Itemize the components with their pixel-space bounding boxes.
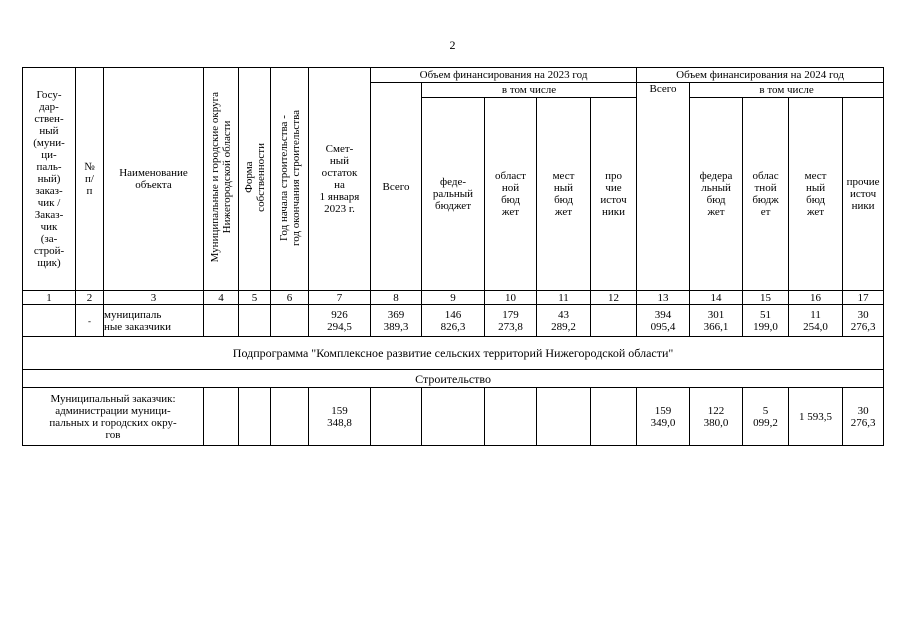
header-number: № п/ п: [76, 68, 104, 291]
cell-loc-2024: 11 254,0: [789, 305, 843, 337]
table-row-municipal-customer: [23, 388, 884, 446]
header-fin-2023: Объем финансирования на 2023 год: [371, 68, 637, 83]
cell-object-name: муниципаль ные заказчики: [104, 305, 204, 337]
column-number: 3: [104, 291, 204, 305]
cell-reg-2023: 179 273,8: [485, 305, 537, 337]
cell-fed-2024: 122 380,0: [690, 388, 743, 446]
column-number: 17: [843, 291, 884, 305]
cell-number: -: [76, 305, 104, 337]
header-reg-2023: област ной бюд жет: [485, 98, 537, 291]
cell-total-2024: 394 095,4: [637, 305, 690, 337]
column-number: 10: [485, 291, 537, 305]
cell-total-2024: 159 349,0: [637, 388, 690, 446]
subprogram-title: Подпрограмма "Комплексное развитие сельских территорий Нижегородской области": [23, 337, 884, 370]
column-number: 2: [76, 291, 104, 305]
cell-reg-2023: [485, 388, 537, 446]
cell-reg-2024: 5 099,2: [743, 388, 789, 446]
cell-fed-2023: [422, 388, 485, 446]
header-fin-2024: Объем финансирования на 2024 год: [637, 68, 884, 83]
cell-remainder: 926 294,5: [309, 305, 371, 337]
table-row-municipal-customers: [23, 305, 884, 337]
header-ownership: Форма собственности: [242, 143, 267, 212]
header-municipal: Муниципальные и городские округа Нижегородской области: [209, 92, 233, 263]
cell: [239, 305, 271, 337]
cell-fed-2024: 301 366,1: [690, 305, 743, 337]
header-years-cell: [271, 68, 309, 291]
column-number: 15: [743, 291, 789, 305]
cell-fed-2023: 146 826,3: [422, 305, 485, 337]
header-incl-2023: в том числе: [422, 83, 637, 98]
cell-other-2024: 30 276,3: [843, 305, 884, 337]
cell-loc-2023: [537, 388, 591, 446]
header-years: Год начала строительства - год окончания строительства: [277, 109, 302, 246]
header-ownership-cell: [239, 68, 271, 291]
cell-reg-2024: 51 199,0: [743, 305, 789, 337]
column-number: 11: [537, 291, 591, 305]
cell-other-2023: [591, 388, 637, 446]
header-reg-2024: облас тной бюдж ет: [743, 98, 789, 291]
column-number: 16: [789, 291, 843, 305]
column-number: 6: [271, 291, 309, 305]
header-loc-2023: мест ный бюд жет: [537, 98, 591, 291]
header-fed-2024: федера льный бюд жет: [690, 98, 743, 291]
header-loc-2024: мест ный бюд жет: [789, 98, 843, 291]
header-total-2023: Всего: [371, 83, 422, 291]
financing-table: [22, 67, 884, 446]
header-total-2024: Всего: [637, 83, 690, 291]
cell-loc-2024: 1 593,5: [789, 388, 843, 446]
header-object-name: Наименование объекта: [104, 68, 204, 291]
column-number: 4: [204, 291, 239, 305]
section-title: Строительство: [23, 370, 884, 388]
cell: [23, 305, 76, 337]
column-number: 5: [239, 291, 271, 305]
header-remainder: Смет- ный остаток на 1 января 2023 г.: [309, 68, 371, 291]
header-municipal-cell: [204, 68, 239, 291]
section-row: [23, 370, 884, 388]
cell-customer-name: Муниципальный заказчик: администрации муници- пальных и городских окру- гов: [23, 388, 204, 446]
cell-other-2023: [591, 305, 637, 337]
header-other-2023: про чие источ ники: [591, 98, 637, 291]
page-number: 2: [449, 38, 456, 52]
cell: [239, 388, 271, 446]
cell: [204, 305, 239, 337]
column-numbers-row: [23, 291, 884, 305]
header-fed-2023: феде- ральный бюджет: [422, 98, 485, 291]
header-customer: Госу- дар- ствен- ный (муни- ци- паль- ный) заказ- чик / Заказ- чик (за- строй- щик): [23, 68, 76, 291]
column-number: 14: [690, 291, 743, 305]
subprogram-row: [23, 337, 884, 370]
cell: [271, 388, 309, 446]
column-number: 1: [23, 291, 76, 305]
column-number: 12: [591, 291, 637, 305]
header-incl-2024: в том числе: [690, 83, 884, 98]
cell: [271, 305, 309, 337]
cell-total-2023: [371, 388, 422, 446]
cell-other-2024: 30 276,3: [843, 388, 884, 446]
column-number: 9: [422, 291, 485, 305]
column-number: 8: [371, 291, 422, 305]
cell-total-2023: 369 389,3: [371, 305, 422, 337]
header-other-2024: прочие источ ники: [843, 98, 884, 291]
cell: [204, 388, 239, 446]
cell-loc-2023: 43 289,2: [537, 305, 591, 337]
column-number: 13: [637, 291, 690, 305]
column-number: 7: [309, 291, 371, 305]
cell-remainder: 159 348,8: [309, 388, 371, 446]
